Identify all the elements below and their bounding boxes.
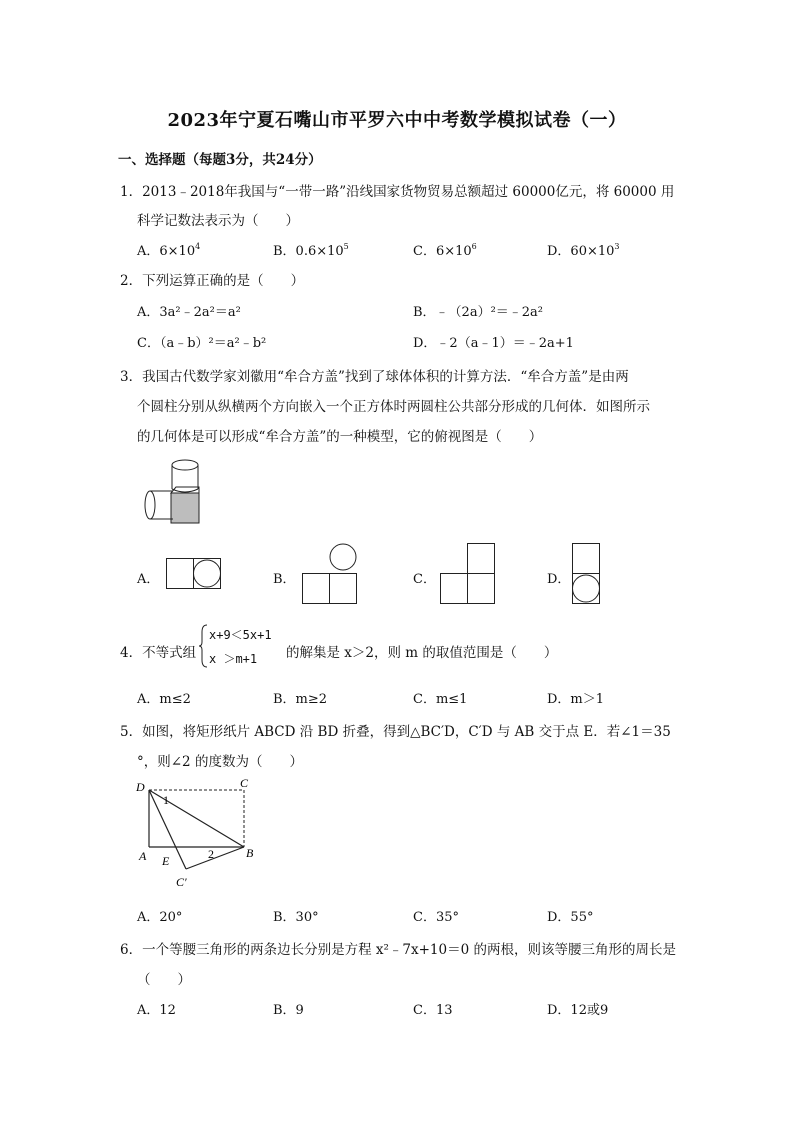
q6-stem-line1: 6．一个等腰三角形的两条边长分别是方程 x²﹣7x+10＝0 的两根，则该等腰三角形的周长是 bbox=[120, 942, 676, 958]
q5-option-a[interactable]: A．20° bbox=[137, 910, 183, 925]
q5-label-d: D bbox=[136, 780, 145, 794]
q1-option-c[interactable] bbox=[413, 240, 477, 259]
q4-option-a[interactable]: A．m≤2 bbox=[137, 692, 191, 707]
q5-stem-line2: °，则∠2 的度数为（ ） bbox=[137, 754, 303, 770]
q6-option-d[interactable]: D．12或9 bbox=[547, 1003, 609, 1018]
q4-option-d[interactable]: D．m＞1 bbox=[547, 692, 605, 707]
q6-stem-line2: （ ） bbox=[137, 972, 191, 988]
q5-label-c-prime: C′ bbox=[176, 875, 187, 889]
q5-label-b: B bbox=[246, 846, 254, 860]
section-heading: 一、选择题（每题3分，共24分） bbox=[118, 152, 322, 168]
q5-label-a: A bbox=[139, 849, 147, 863]
q3-option-d-figure[interactable] bbox=[572, 543, 602, 605]
q5-label-e: E bbox=[162, 854, 170, 868]
q5-label-c: C bbox=[240, 776, 249, 790]
q4-inequality-1: x+9＜5x+1 bbox=[209, 628, 272, 642]
q3-option-a-figure[interactable] bbox=[166, 558, 222, 590]
q5-option-c[interactable]: C．35° bbox=[413, 910, 459, 925]
q1-option-c-base: C．6×10 bbox=[413, 244, 472, 259]
q4-stem-suffix: 的解集是 x＞2，则 m 的取值范围是（ ） bbox=[286, 645, 558, 661]
q2-option-d[interactable]: D．﹣2（a﹣1）＝﹣2a+1 bbox=[413, 336, 574, 351]
q1-option-b-base: B．0.6×10 bbox=[273, 244, 344, 259]
q1-option-d-exp: 3 bbox=[614, 242, 620, 251]
q3-solid-figure bbox=[138, 455, 208, 530]
q1-stem-line2: 科学记数法表示为（ ） bbox=[137, 213, 299, 229]
q6-option-a[interactable]: A．12 bbox=[137, 1003, 176, 1018]
q4-option-b[interactable]: B．m≥2 bbox=[273, 692, 328, 707]
q2-option-b[interactable]: B．﹣（2a）²＝﹣2a² bbox=[413, 305, 544, 320]
q1-option-a-base: A．6×10 bbox=[137, 244, 196, 259]
q1-option-d[interactable] bbox=[547, 240, 620, 259]
q1-stem-line1: 1．2013﹣2018年我国与“一带一路”沿线国家货物贸易总额超过 60000亿元，将 60000 用 bbox=[120, 184, 675, 200]
q5-stem-line1: 5．如图，将矩形纸片 ABCD 沿 BD 折叠，得到△BC′D，C′D 与 AB 交于点 E．若∠1＝35 bbox=[120, 724, 671, 740]
q3-option-b-figure[interactable] bbox=[302, 543, 358, 605]
q3-stem-line3: 的几何体是可以形成“牟合方盖”的一种模型，它的俯视图是（ ） bbox=[137, 429, 543, 445]
q3-stem-line1: 3．我国古代数学家刘徽用“牟合方盖”找到了球体体积的计算方法．“牟合方盖”是由两 bbox=[120, 369, 629, 385]
q3-stem-line2: 个圆柱分别从纵横两个方向嵌入一个正方体时两圆柱公共部分形成的几何体．如图所示 bbox=[137, 399, 650, 415]
q4-stem-prefix: 4．不等式组 bbox=[120, 645, 197, 661]
q5-option-b[interactable]: B．30° bbox=[273, 910, 319, 925]
q4-brace bbox=[199, 624, 209, 668]
q1-option-b-exp: 5 bbox=[343, 242, 349, 251]
q3-option-c-label[interactable]: C． bbox=[413, 572, 436, 587]
q1-option-b[interactable] bbox=[273, 240, 349, 259]
q2-option-c[interactable]: C．（a﹣b）²＝a²﹣b² bbox=[137, 336, 267, 351]
q5-rectangle-fold-figure bbox=[136, 777, 266, 892]
q1-option-d-base: D．60×10 bbox=[547, 244, 615, 259]
q3-option-d-label[interactable]: D． bbox=[547, 572, 571, 587]
q2-option-a[interactable]: A．3a²﹣2a²＝a² bbox=[137, 305, 241, 320]
q2-stem: 2．下列运算正确的是（ ） bbox=[120, 273, 305, 289]
q1-option-c-exp: 6 bbox=[471, 242, 477, 251]
page-title: 2023年宁夏石嘴山市平罗六中中考数学模拟试卷（一） bbox=[167, 110, 627, 131]
q1-option-a[interactable] bbox=[137, 240, 200, 259]
q6-option-b[interactable]: B．9 bbox=[273, 1003, 304, 1018]
q4-option-c[interactable]: C．m≤1 bbox=[413, 692, 468, 707]
q5-angle-2-label: 2 bbox=[208, 847, 214, 861]
q5-angle-1-label: 1 bbox=[163, 793, 169, 807]
q6-option-c[interactable]: C．13 bbox=[413, 1003, 453, 1018]
q1-option-a-exp: 4 bbox=[195, 242, 201, 251]
q4-inequality-2: x ＞m+1 bbox=[209, 652, 258, 666]
q3-option-c-figure[interactable] bbox=[440, 543, 496, 605]
q3-option-a-label[interactable]: A． bbox=[137, 572, 160, 587]
q3-option-b-label[interactable]: B． bbox=[273, 572, 296, 587]
q5-option-d[interactable]: D．55° bbox=[547, 910, 594, 925]
